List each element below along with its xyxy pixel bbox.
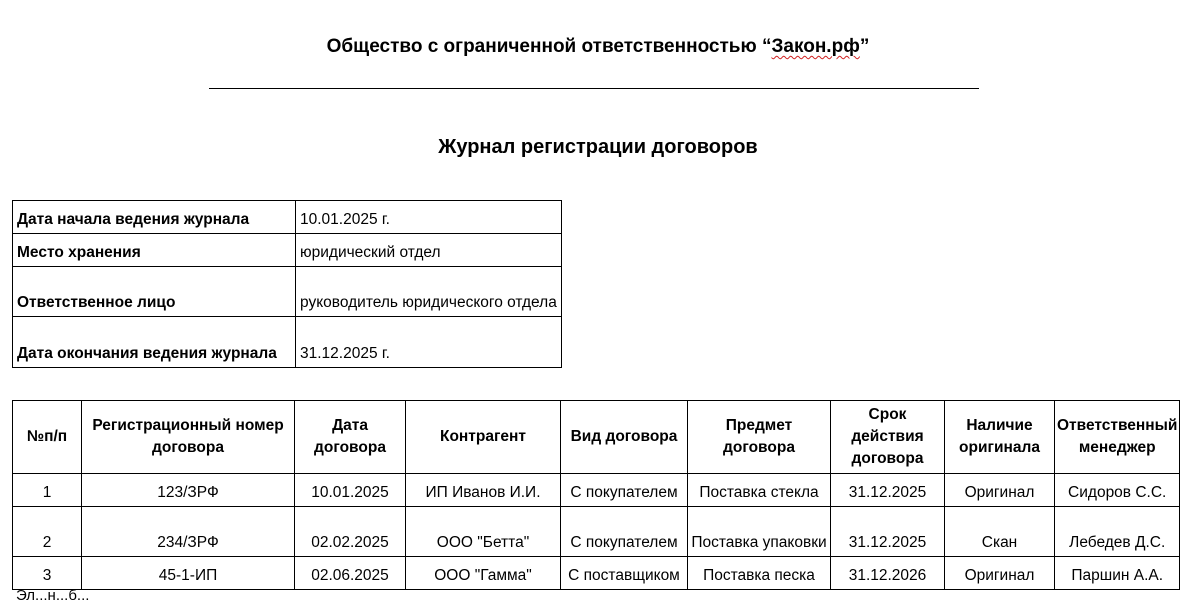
row-index: 2 [13, 507, 82, 557]
responsible-manager: Сидоров С.С. [1055, 474, 1180, 507]
contract-date: 10.01.2025 [295, 474, 406, 507]
info-row-responsible [13, 267, 562, 317]
contract-subject: Поставка упаковки [688, 507, 831, 557]
reg-number: 45-1-ИП [82, 557, 295, 590]
contract-date: 02.06.2025 [295, 557, 406, 590]
storage-label: Место хранения [13, 234, 296, 267]
header-index: №п/п [13, 401, 82, 474]
contract-subject: Поставка стекла [688, 474, 831, 507]
end-date-label: Дата окончания ведения журнала [13, 317, 296, 368]
storage-value: юридический отдел [296, 234, 562, 267]
organization-name-prefix: Общество с ограниченной ответственностью “ [326, 36, 772, 57]
organization-name [0, 36, 1196, 58]
contract-type: С покупателем [561, 474, 688, 507]
header-divider-line [209, 88, 979, 89]
header-contract-type: Вид договора [561, 401, 688, 474]
counterparty: ООО "Бетта" [406, 507, 561, 557]
header-contract-date: Дата договора [295, 401, 406, 474]
contract-subject: Поставка песка [688, 557, 831, 590]
validity-date: 31.12.2025 [831, 507, 945, 557]
row-index: 3 [13, 557, 82, 590]
contracts-register-table [12, 400, 1180, 590]
info-row-storage [13, 234, 562, 267]
original-status: Оригинал [945, 474, 1055, 507]
counterparty: ООО "Гамма" [406, 557, 561, 590]
end-date-value: 31.12.2025 г. [296, 317, 562, 368]
validity-date: 31.12.2025 [831, 474, 945, 507]
header-reg-number: Регистрационный номер договора [82, 401, 295, 474]
journal-info-table [12, 200, 562, 368]
responsible-manager: Паршин А.А. [1055, 557, 1180, 590]
journal-title: Журнал регистрации договоров [438, 136, 758, 158]
organization-name-brand: Закон.рф [771, 36, 860, 57]
row-index: 1 [13, 474, 82, 507]
header-validity: Срок действия договора [831, 401, 945, 474]
original-status: Оригинал [945, 557, 1055, 590]
footer-note-partial: Эл...н...б... [16, 587, 90, 604]
counterparty: ИП Иванов И.И. [406, 474, 561, 507]
original-status: Скан [945, 507, 1055, 557]
contract-type: С поставщиком [561, 557, 688, 590]
start-date-label: Дата начала ведения журнала [13, 201, 296, 234]
table-row [13, 474, 1180, 507]
info-row-end-date [13, 317, 562, 368]
info-row-start-date [13, 201, 562, 234]
contract-type: С покупателем [561, 507, 688, 557]
header-subject: Предмет договора [688, 401, 831, 474]
header-counterparty: Контрагент [406, 401, 561, 474]
table-row [13, 557, 1180, 590]
responsible-value: руководитель юридического отдела [296, 267, 562, 317]
register-header-row [13, 401, 1180, 474]
responsible-label: Ответственное лицо [13, 267, 296, 317]
organization-name-suffix: ” [859, 36, 870, 57]
reg-number: 234/ЗРФ [82, 507, 295, 557]
start-date-value: 10.01.2025 г. [296, 201, 562, 234]
table-row [13, 507, 1180, 557]
contract-date: 02.02.2025 [295, 507, 406, 557]
header-manager: Ответственный менеджер [1055, 401, 1180, 474]
header-original: Наличие оригинала [945, 401, 1055, 474]
responsible-manager: Лебедев Д.С. [1055, 507, 1180, 557]
reg-number: 123/ЗРФ [82, 474, 295, 507]
validity-date: 31.12.2026 [831, 557, 945, 590]
